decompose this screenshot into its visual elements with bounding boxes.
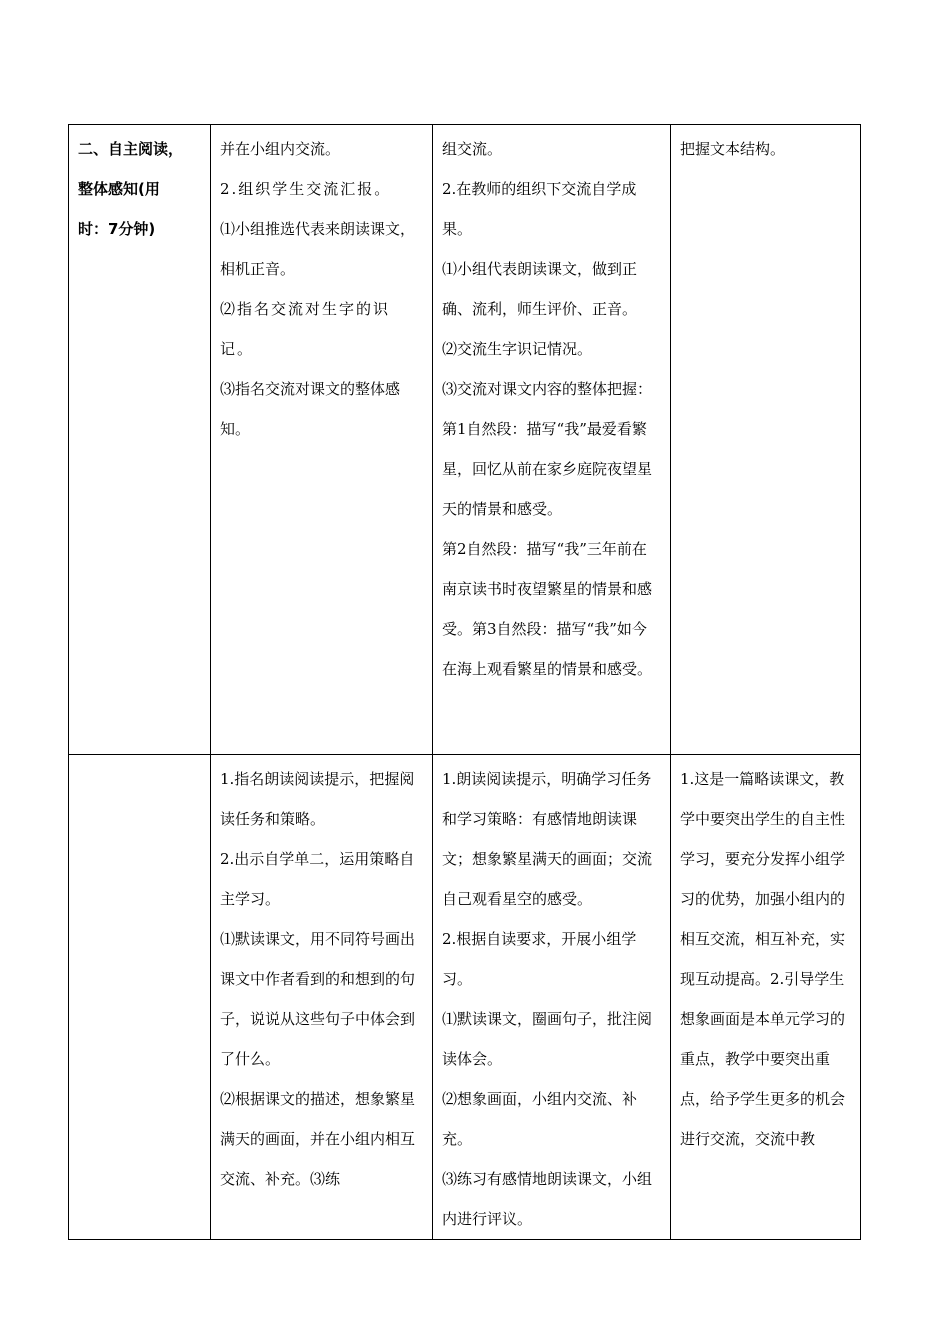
stage-title-line: 二、自主阅读， [78,140,184,158]
table-row [69,755,861,1240]
paragraph: 1.这是一篇略读课文，教学中要突出学生的自主性学习，要充分发挥小组学习的优势，加强小组内的相互交流，相互补充，实现互动提高。2.引导学生想象画面是本单元学习的重点，教学中要突出重点，给予学生更多的机会进行交流，交流中教 [680,770,846,1148]
stage-title-line: 时：7分钟) [78,220,156,238]
paragraph: ⑶交流对课文内容的整体把握：第1自然段：描写“我”最爱看繁星，回忆从前在家乡庭院夜望星天的情景和感受。 [442,380,653,518]
paragraph: 把握文本结构。 [680,140,786,158]
paragraph: 2.出示自学单二，运用策略自主学习。 [220,850,415,908]
lesson-plan-table [68,124,861,1240]
paragraph: 2.根据自读要求，开展小组学习。 [442,930,637,988]
teacher-activity-cell [211,125,433,755]
paragraph: 2.组织学生交流汇报。 [220,180,392,198]
design-intent-cell [671,755,861,1240]
paragraph: 第2自然段：描写“我”三年前在南京读书时夜望繁星的情景和感受。第3自然段：描写“我”如今在海上观看繁星的情景和感受。 [442,540,653,678]
paragraph: ⑵指名交流对生字的识记。 [220,300,391,358]
student-activity-cell [433,755,671,1240]
paragraph: ⑴小组代表朗读课文，做到正确、流利，师生评价、正音。 [442,260,638,318]
stage-cell [69,125,211,755]
stage-cell [69,755,211,1240]
design-intent-cell [671,125,861,755]
student-activity-cell [433,125,671,755]
paragraph: ⑶练习有感情地朗读课文，小组内进行评议。 [442,1170,653,1228]
paragraph: ⑴小组推选代表来朗读课文，相机正音。 [220,220,416,278]
paragraph: ⑴默读课文，圈画句子，批注阅读体会。 [442,1010,653,1068]
stage-title-line: 整体感知(用 [78,180,160,198]
paragraph: 组交流。 [442,140,503,158]
paragraph: ⑵交流生字识记情况。 [442,340,593,358]
paragraph: ⑴默读课文，用不同符号画出课文中作者看到的和想到的句子，说说从这些句子中体会到了什么。 [220,930,416,1068]
paragraph: ⑶指名交流对课文的整体感知。 [220,380,401,438]
paragraph: 1.朗读阅读提示，明确学习任务和学习策略：有感情地朗读课文；想象繁星满天的画面；交流自己观看星空的感受。 [442,770,653,908]
teacher-activity-cell [211,755,433,1240]
paragraph: 并在小组内交流。 [220,140,341,158]
paragraph: 2.在教师的组织下交流自学成果。 [442,180,637,238]
paragraph: ⑵根据课文的描述，想象繁星满天的画面，并在小组内相互交流、补充。⑶练 [220,1090,416,1188]
table-row [69,125,861,755]
paragraph: ⑵想象画面，小组内交流、补充。 [442,1090,638,1148]
paragraph: 1.指名朗读阅读提示，把握阅读任务和策略。 [220,770,415,828]
